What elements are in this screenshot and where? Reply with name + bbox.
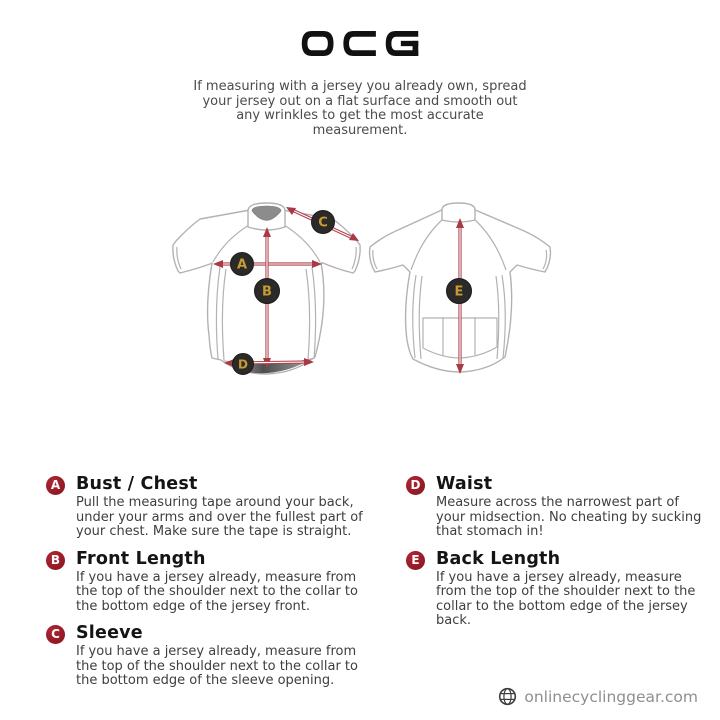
svg-text:C: C	[318, 215, 328, 231]
legend-text-bust-chest: Pull the measuring tape around your back, under your arms and over the fullest part of your chest. Make sure the tape is straight.	[76, 495, 363, 540]
legend-title-bust-chest: Bust / Chest	[76, 474, 198, 494]
legend-left-column	[46, 474, 378, 698]
svg-text:D: D	[238, 357, 248, 372]
ocg-logo-icon	[301, 30, 419, 57]
back-collar	[442, 203, 475, 222]
marker-c	[312, 211, 335, 234]
legend-title-waist: Waist	[436, 474, 493, 494]
legend-badge-a: A	[46, 476, 65, 495]
legend-text-waist: Measure across the narrowest part of your midsection. No cheating by sucking that stomach in!	[436, 495, 702, 540]
legend-section-front-length	[46, 549, 378, 615]
ocg-logo	[301, 30, 419, 61]
legend-text-back-length: If you have a jersey already, measure from the top of the shoulder next to the collar to the bottom edge of the jersey back.	[436, 569, 696, 629]
legend-section-waist	[406, 474, 712, 540]
measuring-instructions: If measuring with a jersey you already own, spread your jersey out on a flat surface and smooth out any wrinkles to get the most accurate measurement.	[193, 79, 527, 138]
marker-e	[447, 279, 472, 304]
footer	[498, 687, 698, 706]
legend-badge-e: E	[406, 551, 425, 570]
legend-section-bust-chest	[46, 474, 378, 540]
marker-b	[255, 279, 280, 304]
svg-text:B: B	[262, 284, 272, 300]
legend-badge-c: C	[46, 625, 65, 644]
website-link[interactable]: onlinecyclinggear.com	[524, 687, 698, 706]
legend-right-column	[406, 474, 712, 638]
back-jersey-diagram	[362, 190, 568, 385]
svg-text:E: E	[454, 284, 464, 300]
legend-section-back-length	[406, 549, 712, 629]
marker-d	[233, 354, 254, 375]
front-jersey-diagram	[160, 190, 372, 390]
svg-text:A: A	[236, 257, 248, 273]
legend-section-sleeve	[46, 623, 378, 689]
legend-text-sleeve: If you have a jersey already, measure from the top of the shoulder next to the collar to the bottom edge of the sleeve opening.	[76, 644, 358, 689]
legend-badge-d: D	[406, 476, 425, 495]
legend-title-back-length: Back Length	[436, 548, 561, 569]
marker-a	[231, 253, 254, 276]
legend-badge-b: B	[46, 551, 65, 570]
globe-icon	[498, 687, 517, 706]
legend-text-front-length: If you have a jersey already, measure from the top of the shoulder next to the collar to the bottom edge of the jersey front.	[76, 569, 358, 614]
legend-title-sleeve: Sleeve	[76, 623, 143, 644]
legend-title-front-length: Front Length	[76, 548, 206, 569]
